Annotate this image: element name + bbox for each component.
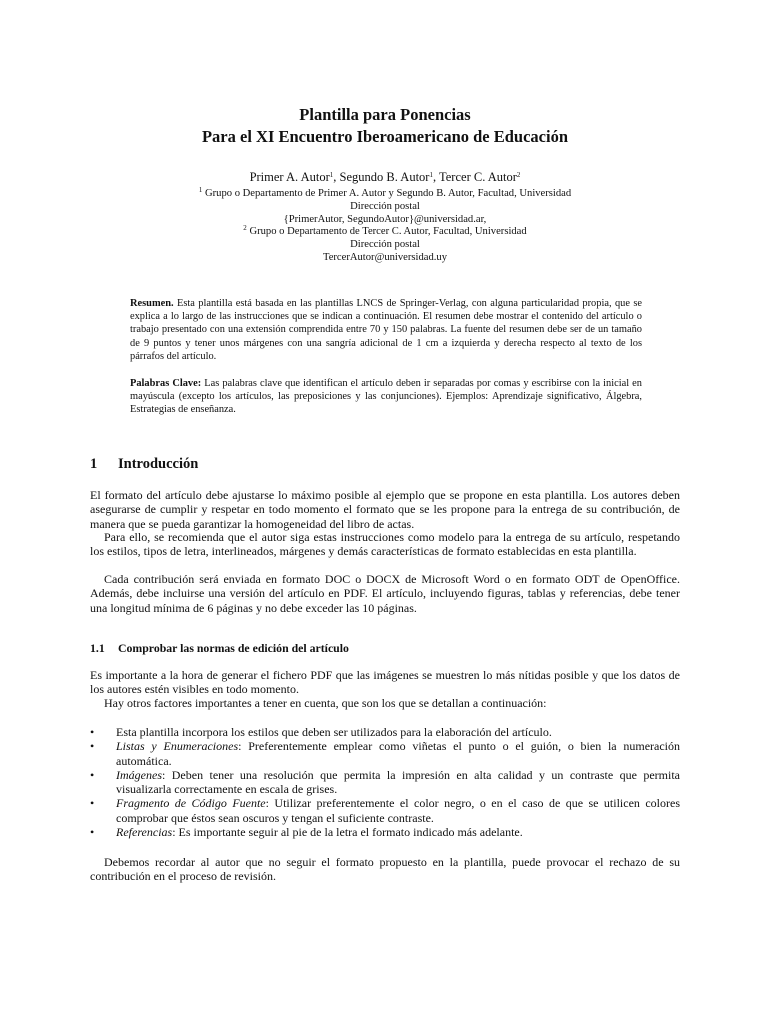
list-item-text: Esta plantilla incorpora los estilos que deben ser utilizados para la elaboración del artículo. [116,725,552,739]
section-heading-introduccion [90,455,198,473]
subsection-title: Comprobar las normas de edición del artículo [118,641,349,655]
list-item-text: : Preferentemente emplear como viñetas el punto o el guión, o bien la numeración automática. [116,739,681,768]
list-item [90,825,680,839]
list-item [90,725,680,739]
subsection-heading [90,641,349,656]
list-item-text: : Es importante seguir al pie de la letra el formato indicado más adelante. [172,825,523,840]
section-number: 1 [90,456,98,472]
affiliation-address: Dirección postal [350,201,420,212]
affiliation-group: Grupo o Departamento de Tercer C. Autor, Facultad, Universidad [246,226,527,237]
author-list [90,170,680,185]
section-title: Introducción [118,456,199,472]
author-name: Segundo B. Autor [339,170,430,184]
affiliation-2 [90,225,680,264]
list-item [90,768,680,797]
affiliation-group: Grupo o Departamento de Primer A. Autor y Segundo B. Autor, Facultad, Universidad [202,188,572,199]
abstract-label: Resumen. [130,298,174,309]
author-name: Primer A. Autor [249,170,330,184]
body-paragraph: Cada contribución será enviada en formato DOC o DOCX de Microsoft Word o en formato ODT de OpenOffice. Además, debe incluirse una versión del artículo en PDF. El artículo, incluyendo figuras, tablas y referencias, debe tener una longitud mínima de 6 páginas y no debe exceder las 10 páginas. [90,572,680,615]
abstract [130,297,642,363]
affiliation-mark: 2 [243,224,247,232]
body-paragraph: El formato del artículo debe ajustarse lo máximo posible al ejemplo que se propone en esta plantilla. Los autores deben asegurarse de cumplir y respetar en todo momento el formato que se les propone para la entrega de su contribución, de manera que se pueda garantizar la homogeneidad del libro de actas. [90,488,680,531]
bullet-marker: • [90,767,95,782]
keywords-text: Las palabras clave que identifican el artículo deben ir separadas por comas y escribirse con la inicial en mayúscula (excepto los artículos, las preposiciones y las conjunciones). Ejemplos: Aprendizaje significativo, Álgebra, Estrategias de enseñanza. [130,378,642,416]
paper-title-line1: Plantilla para Ponencias [299,105,471,124]
list-item-text: : Deben tener una resolución que permita la impresión en alta calidad y un contraste que permita visualizarla correctamente en escala de grises. [116,767,680,797]
list-item-lead: Listas y Enumeraciones [116,739,239,754]
body-paragraph: Debemos recordar al autor que no seguir el formato propuesto en la plantilla, puede provocar el rechazo de su contribución en el proceso de revisión. [90,855,680,884]
author-name: Tercer C. Autor [439,170,517,184]
bullet-marker: • [90,825,95,840]
body-paragraph: Es importante a la hora de generar el fichero PDF que las imágenes se muestren lo más nítidas posible y que los datos de los autores estén visibles en todo momento. [90,668,680,697]
list-item-lead: Imágenes [116,767,162,782]
body-paragraph: Para ello, se recomienda que el autor siga estas instrucciones como modelo para la entrega de su artículo, respetando los estilos, tipos de letra, interlineados, márgenes y demás características de formato establecidas en esta plantilla. [90,530,680,559]
body-paragraph: Hay otros factores importantes a tener en cuenta, que son los que se detallan a continuación: [104,696,547,710]
keywords [130,377,642,417]
affiliation-1 [90,187,680,226]
affiliation-mark: 1 [198,186,203,194]
keywords-label: Palabras Clave: [130,378,202,389]
list-item-lead: Referencias [116,825,173,840]
list-item-text: : Utilizar preferentemente el color negro, o en el caso de que se utilicen colores comprobar que éstos sean oscuros y tengan el suficiente contraste. [116,796,680,825]
list-item [90,796,680,825]
author-separator: , [432,170,439,184]
author-affil-mark: 1 [329,171,334,179]
author-affil-mark: 1 [429,171,433,179]
bullet-marker: • [90,739,95,754]
affiliation-email[interactable]: {PrimerAutor, SegundoAutor}@universidad.ar, [283,214,487,225]
author-affil-mark: 2 [516,171,521,179]
bullet-marker: • [90,796,95,811]
abstract-text: Esta plantilla está basada en las plantillas LNCS de Springer-Verlag, con alguna particularidad propia, que se explica a lo largo de las instrucciones que se indican a continuación. El resumen debe mostrar el contenido del artículo o trabajo presentado con una extensión comprendida entre 70 y 150 palabras. La fuente del resumen debe ser de un tamaño de 9 puntos y tener unos márgenes con una sangría adicional de 1 cm a izquierda y derecha respecto al texto de los párrafos del artículo. [130,298,642,362]
author-separator: , [333,170,340,184]
list-item-lead: Fragmento de Código Fuente [116,796,266,811]
paper-title-line2: Para el XI Encuentro Iberoamericano de Educación [201,127,569,146]
bullet-list [90,725,680,839]
affiliation-address: Dirección postal [350,239,420,250]
affiliation-email[interactable]: TercerAutor@universidad.uy [322,252,448,263]
bullet-marker: • [90,725,95,739]
subsection-number: 1.1 [90,641,105,655]
list-item [90,739,680,768]
